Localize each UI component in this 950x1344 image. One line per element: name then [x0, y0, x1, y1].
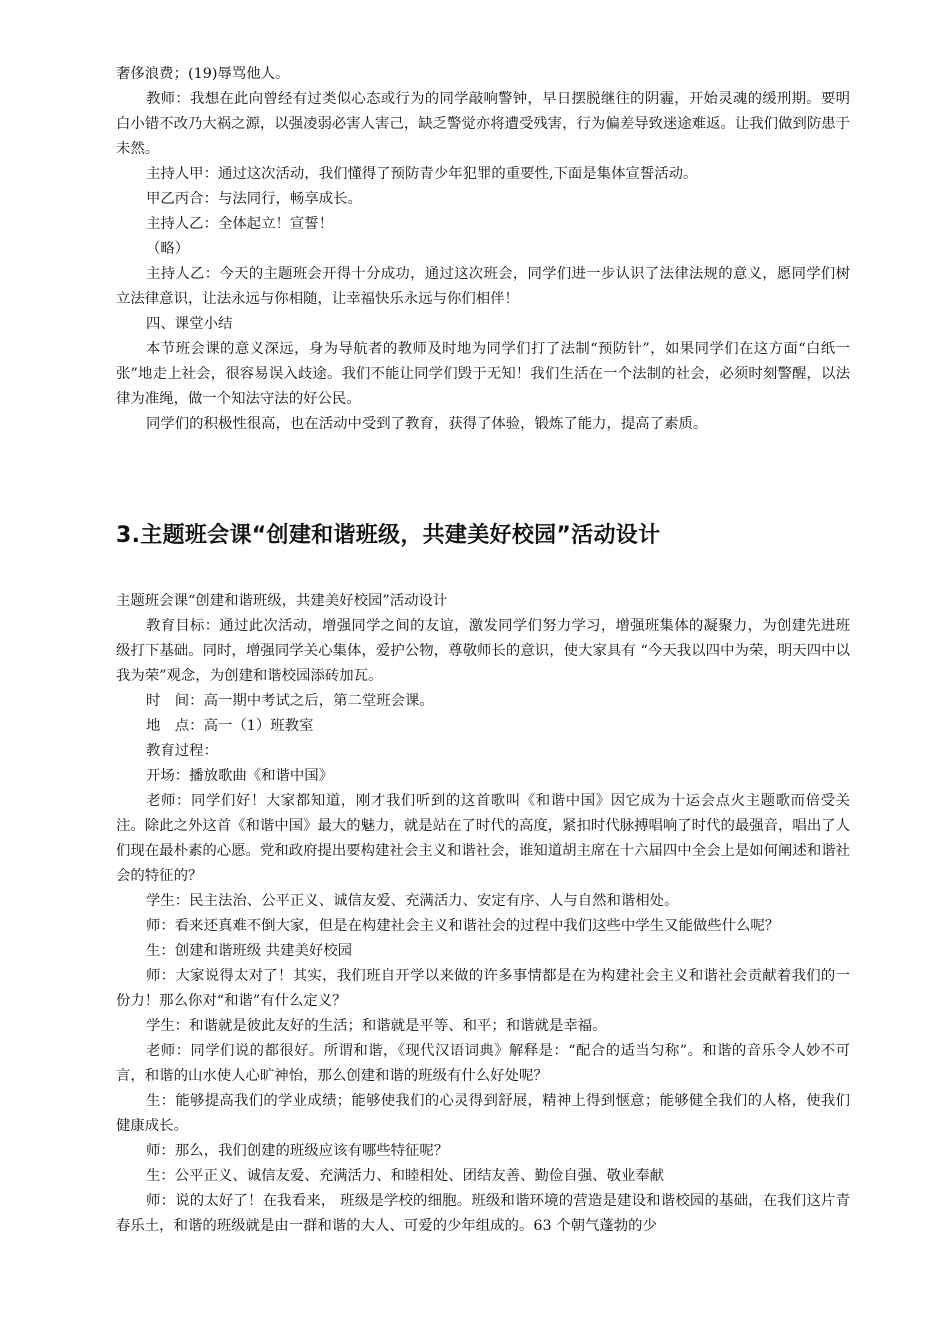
- section-subheading: 四、课堂小结: [146, 316, 233, 332]
- paragraph: 学生：民主法治、公平正义、诚信友爱、充满活力、安定有序、人与自然和谐相处。: [146, 893, 679, 909]
- paragraph: 主持人甲：通过这次活动，我们懂得了预防青少年犯罪的重要性,下面是集体宣誓活动。: [146, 166, 698, 182]
- paragraph: 教育目标：通过此次活动，增强同学之间的友谊，激发同学们努力学习，增强班集体的凝聚力，为创建先进班级打下基础。同时，增强同学关心集体，爱护公物，尊敬师长的意识，使大家具有 “今天我以四中为荣，明天四中以我为荣”观念，为创建和谐校园添砖加瓦。: [116, 618, 850, 684]
- paragraph: 师：大家说得太对了！其实，我们班自开学以来做的许多事情都是在为构建社会主义和谐社会贡献着我们的一份力！那么你对“和谐”有什么定义？: [116, 968, 850, 1009]
- paragraph: 生：公平正义、诚信友爱、充满活力、和睦相处、团结友善、勤俭自强、敬业奉献: [146, 1168, 665, 1184]
- paragraph: 教育过程：: [146, 743, 218, 759]
- paragraph: 主持人乙：今天的主题班会开得十分成功，通过这次班会，同学们进一步认识了法律法规的意义，愿同学们树立法律意识，让法永远与你相随，让幸福快乐永远与你们相伴！: [116, 266, 850, 307]
- spacer: [116, 553, 850, 589]
- paragraph: 师：说的太好了！在我看来， 班级是学校的细胞。班级和谐环境的营造是建设和谐校园的基础，在我们这片青春乐土，和谐的班级就是由一群和谐的大人、可爱的少年组成的。63 个朝气蓬勃的少: [116, 1193, 850, 1234]
- paragraph: 生：能够提高我们的学业成绩；能够使我们的心灵得到舒展，精神上得到惬意；能够健全我们的人格，使我们健康成长。: [116, 1093, 850, 1134]
- paragraph: 开场：播放歌曲《和谐中国》: [146, 768, 334, 784]
- paragraph: 学生：和谐就是彼此友好的生活；和谐就是平等、和平；和谐就是幸福。: [146, 1018, 607, 1034]
- paragraph: 师：那么，我们创建的班级应该有哪些特征呢？: [146, 1143, 449, 1159]
- spacer: [116, 437, 850, 519]
- section-heading: 3.主题班会课“创建和谐班级，共建美好校园”活动设计: [116, 523, 661, 548]
- paragraph: 生：创建和谐班级 共建美好校园: [146, 943, 353, 959]
- paragraph: 老师：同学们说的都很好。所谓和谐，《现代汉语词典》解释是：“配合的适当匀称”。和谐的音乐令人妙不可言，和谐的山水使人心旷神怡，那么创建和谐的班级有什么好处呢？: [116, 1043, 850, 1084]
- paragraph: 师：看来还真难不倒大家，但是在构建社会主义和谐社会的过程中我们这些中学生又能做些什么呢？: [146, 918, 780, 934]
- paragraph: 主持人乙：全体起立！宣誓！: [146, 216, 334, 232]
- paragraph: 时 间：高一期中考试之后，第二堂班会课。: [146, 693, 434, 709]
- paragraph: 奢侈浪费；(19)辱骂他人。: [116, 66, 290, 82]
- paragraph: 老师：同学们好！大家都知道，刚才我们听到的这首歌叫《和谐中国》因它成为十运会点火主题歌而倍受关注。除此之外这首《和谐中国》最大的魅力，就是站在了时代的高度，紧扣时代脉搏唱响了时代的最强音，唱出了人们现在最朴素的心愿。党和政府提出要构建社会主义和谐社会，谁知道胡主席在十六届四中全会上是如何阐述和谐社会的特征的？: [116, 793, 850, 884]
- paragraph: 同学们的积极性很高，也在活动中受到了教育，获得了体验，锻炼了能力，提高了素质。: [146, 416, 708, 432]
- section-subtitle: 主题班会课“创建和谐班级，共建美好校园”活动设计: [116, 593, 448, 609]
- paragraph: 地 点：高一（1）班教室: [146, 718, 314, 734]
- paragraph: （略）: [146, 241, 190, 257]
- paragraph: 本节班会课的意义深远，身为导航者的教师及时地为同学们打了法制“预防针”，如果同学们在这方面“白纸一张”地走上社会，很容易误入歧途。我们不能让同学们毁于无知！我们生活在一个法制的社会，必须时刻警醒，以法律为准绳，做一个知法守法的好公民。: [116, 341, 850, 407]
- paragraph: 教师：我想在此向曾经有过类似心态或行为的同学敲响警钟，早日摆脱继往的阴霾，开始灵魂的缓刑期。要明白小错不改乃大祸之源，以强凌弱必害人害己，缺乏警觉亦将遭受残害，行为偏差导致迷途难返。让我们做到防患于未然。: [116, 91, 850, 157]
- paragraph: 甲乙丙合：与法同行，畅享成长。: [146, 191, 362, 207]
